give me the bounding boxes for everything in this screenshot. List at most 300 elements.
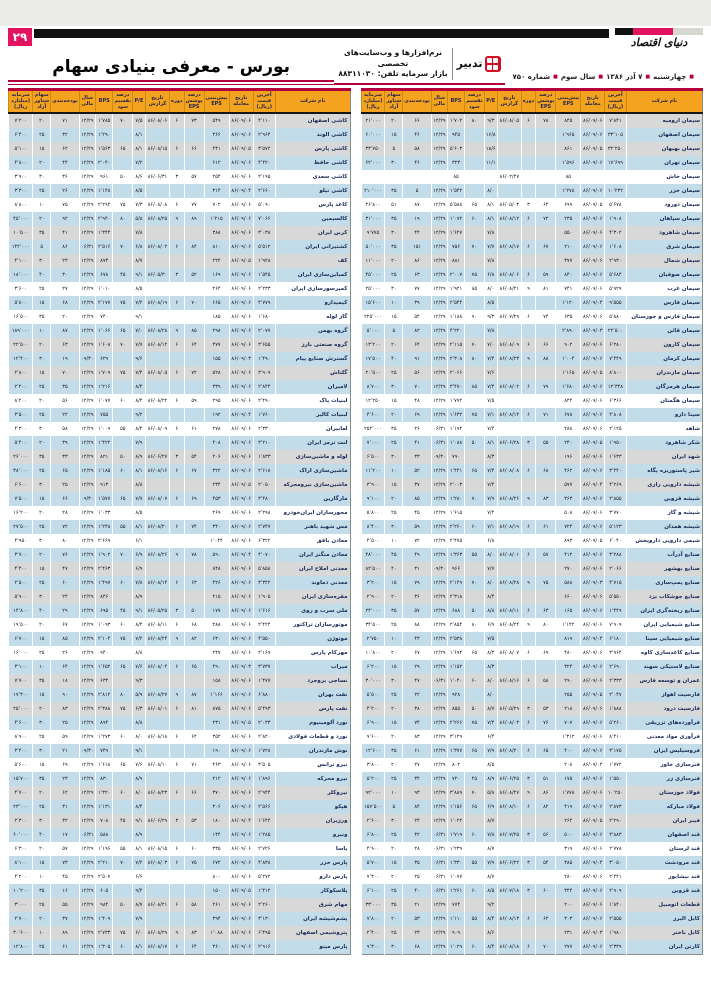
value-cell: ۷/۸ [133, 576, 146, 590]
value-cell: ۳۱٬۰۰۰ [361, 212, 385, 226]
value-cell: ۸۶/۰۸/۰۶ [145, 113, 169, 128]
value-cell: ۶۰ [113, 464, 133, 478]
value-cell: ۸۶/۰۸/۱۵ [145, 142, 169, 156]
value-cell [170, 436, 185, 450]
value-cell [145, 534, 169, 548]
value-cell: ۷۵ [536, 576, 556, 590]
table-row [9, 184, 351, 198]
value-cell: ۶۶۰ [556, 590, 581, 604]
value-cell [145, 884, 169, 898]
value-cell [184, 254, 204, 268]
value-cell: ۹/۱ [133, 604, 146, 618]
value-cell: ۲٬۲۹۴ [95, 198, 113, 212]
value-cell: ۱۲/۲۹ [79, 380, 95, 394]
value-cell [465, 128, 485, 142]
value-cell: ۱۲/۲۹ [431, 492, 447, 506]
value-cell: ۴٬۶۰۰ [9, 716, 33, 730]
value-cell: ۱۲/۲۹ [79, 604, 95, 618]
value-cell: ۵٬۹۲۹ [605, 282, 627, 296]
table-row [9, 786, 351, 800]
value-cell: ۱٬۹۰۲ [95, 548, 113, 562]
advert-brand-name: تدبیر [456, 57, 483, 71]
value-cell [465, 506, 485, 520]
value-cell: ۶ [521, 520, 536, 534]
value-cell: ۴۰ [33, 604, 51, 618]
table-row [361, 604, 703, 618]
value-cell: ۱٬۴۴۱ [447, 464, 464, 478]
value-cell: ۳۵ [385, 604, 403, 618]
value-cell: ۶۱ [536, 520, 556, 534]
value-cell: ۸۹ [184, 212, 204, 226]
value-cell: ۲۰ [385, 702, 403, 716]
value-cell: ۹/۲ [484, 898, 497, 912]
value-cell: ۱۶٬۵۰۰ [9, 310, 33, 324]
value-cell: ۲٬۱۲۵ [605, 422, 627, 436]
value-cell [113, 646, 133, 660]
value-cell: ۸۶/۰۸/۱۱ [145, 618, 169, 632]
value-cell [497, 184, 521, 198]
value-cell: ۱٬۰۳۳ [95, 506, 113, 520]
value-cell: ۴۰۸ [204, 436, 229, 450]
value-cell: ۳۸۵ [556, 856, 581, 870]
value-cell: ۷/۲ [133, 632, 146, 646]
value-cell: ۲۲۲ [204, 254, 229, 268]
value-cell: ۶ [521, 240, 536, 254]
value-cell: ۱٬۰۴۰ [447, 674, 464, 688]
column-header: درصد پوشش EPS [184, 89, 204, 113]
value-cell: ۱۲/۲۹ [79, 128, 95, 142]
value-cell [521, 842, 536, 856]
value-cell: ۶۶ [184, 786, 204, 800]
value-cell: ۳٬۴۷۰ [447, 380, 464, 394]
table-row [9, 534, 351, 548]
value-cell: ۲٬۳۳۹ [605, 940, 627, 955]
table-row [361, 926, 703, 940]
value-cell: ۸۶/۰۹/۰۶ [581, 394, 605, 408]
value-cell: ۱۲/۲۹ [79, 884, 95, 898]
value-cell [465, 156, 485, 170]
value-cell: ۱٬۰۸۸ [447, 436, 464, 450]
company-name-cell: معادن منگنز ایران [275, 548, 350, 562]
value-cell: ۷٬۷۰۰ [9, 674, 33, 688]
masthead-pink-segment [633, 28, 673, 35]
value-cell: ۳۰ [385, 282, 403, 296]
value-cell: ۸۶/۰۹/۰۶ [229, 492, 253, 506]
value-cell [184, 128, 204, 142]
table-row [9, 394, 351, 408]
value-cell: ۸۶/۰۸/۰۴ [145, 660, 169, 674]
value-cell: ۲۰ [33, 786, 51, 800]
company-name-cell: شیشه همدان [626, 520, 702, 534]
value-cell: ۸۶/۰۹/۰۶ [229, 576, 253, 590]
value-cell: ۲٬۸۱۲ [95, 688, 113, 702]
value-cell: ۸/۳ [484, 660, 497, 674]
value-cell: ۱۹۶ [556, 450, 581, 464]
value-cell: ۱٬۸۸۸ [605, 702, 627, 716]
value-cell: ۸۶/۰۹/۰۶ [229, 380, 253, 394]
value-cell: ۱٬۴۱۲ [253, 884, 275, 898]
value-cell: ۴۵٬۰۰۰ [361, 268, 385, 282]
value-cell: ۷۹ [536, 380, 556, 394]
value-cell: ۷/۶ [133, 660, 146, 674]
value-cell: ۶۵ [536, 744, 556, 758]
company-name-cell: پارس مینو [275, 940, 350, 955]
value-cell: ۱٬۱۸۸ [447, 310, 464, 324]
value-cell: ۸۷ [184, 688, 204, 702]
table-row [9, 478, 351, 492]
value-cell [184, 534, 204, 548]
company-name-cell: کیمیدارو [275, 296, 350, 310]
value-cell: ۴۶۲ [556, 464, 581, 478]
value-cell: ۲٬۶۱۸ [253, 464, 275, 478]
value-cell: ۱۲/۲۹ [431, 408, 447, 422]
company-name-cell: کمپرسورسازی ایران [275, 282, 350, 296]
value-cell: ۱۰٬۲۵۰ [605, 786, 627, 800]
value-cell: ۶۸ [184, 618, 204, 632]
value-cell: ۸/۴ [133, 800, 146, 814]
table-row [9, 506, 351, 520]
company-name-cell: محورسازان ایران‌خودرو [275, 506, 350, 520]
value-cell: ۸۶/۰۹/۰۶ [229, 128, 253, 142]
value-cell: ۳ [521, 856, 536, 870]
value-cell: ۸۰ [536, 618, 556, 632]
value-cell: ۱٬۷۷۸ [556, 786, 581, 800]
table-row [361, 660, 703, 674]
value-cell: ۸۶/۰۹/۰۶ [229, 702, 253, 716]
value-cell: ۱۰ [385, 534, 403, 548]
value-cell: ۸/۴ [484, 912, 497, 926]
value-cell: ۶۵ [113, 758, 133, 772]
value-cell: ۷۵ [113, 296, 133, 310]
value-cell: ۶ [170, 520, 185, 534]
company-name-cell: پارس دارو [275, 870, 350, 884]
value-cell: ۸۳ [403, 730, 432, 744]
value-cell: ۱٬۵۷۷ [95, 492, 113, 506]
value-cell: ۷۲۴ [556, 520, 581, 534]
value-cell [184, 884, 204, 898]
company-name-cell: عمران و توسعه فارس [626, 674, 702, 688]
value-cell: ۹/۱ [133, 744, 146, 758]
value-cell: ۲۵ [385, 618, 403, 632]
value-cell: ۴٬۷۰۰ [9, 786, 33, 800]
value-cell: ۸۶ [51, 240, 80, 254]
value-cell: ۱٬۲۱۶ [95, 380, 113, 394]
value-cell: ۵/۸ [484, 786, 497, 800]
value-cell: ۸۶/۰۹/۰۶ [229, 520, 253, 534]
value-cell: ۲٬۷۷۸ [605, 842, 627, 856]
value-cell: ۸۶/۰۶/۲۷ [145, 450, 169, 464]
value-cell: ۲٬۹۰۹ [605, 884, 627, 898]
value-cell: ۸۶/۰۹/۰۶ [229, 744, 253, 758]
table-row [361, 450, 703, 464]
company-name-cell: سیمان اصفهان [626, 128, 702, 142]
value-cell: ۸۶/۰۸/۱۵ [145, 842, 169, 856]
company-name-cell: سیمان بهبهان [626, 142, 702, 156]
value-cell: ۳۵ [385, 184, 403, 198]
value-cell: ۸۳ [51, 702, 80, 716]
value-cell: ۸۴۵ [556, 113, 581, 128]
value-cell: ۲٬۳۳۳ [605, 674, 627, 688]
value-cell: ۶۷۸ [556, 408, 581, 422]
value-cell: ۲۷۰ [556, 562, 581, 576]
table-row [361, 212, 703, 226]
column-header: سال مالی [79, 89, 95, 113]
company-name-cell: کارتن ایران [626, 940, 702, 955]
value-cell: ۱۵ [385, 660, 403, 674]
value-cell: ۲۹ [51, 604, 80, 618]
value-cell: ۱٬۳۲۰ [95, 786, 113, 800]
value-cell [113, 534, 133, 548]
value-cell: ۱٬۹۲۸ [253, 254, 275, 268]
value-cell: ۸/۰ [133, 786, 146, 800]
value-cell: ۱۵ [33, 296, 51, 310]
value-cell [184, 716, 204, 730]
value-cell: ۵٬۸۸۰ [605, 310, 627, 324]
value-cell: ۸۶/۰۸/۰۱ [145, 702, 169, 716]
value-cell: ۴۰ [385, 562, 403, 576]
value-cell: ۷/۸ [484, 828, 497, 842]
column-header: سرمایه (میلیارد ریال) [361, 89, 385, 113]
value-cell: ۷/۴ [484, 478, 497, 492]
value-cell: ۵۷ [184, 170, 204, 184]
value-cell: ۱٬۷۰۹ [95, 366, 113, 380]
value-cell: ۶۵ [51, 464, 80, 478]
value-cell: ۷/۹ [484, 856, 497, 870]
value-cell: ۱۶۵ [556, 604, 581, 618]
value-cell [536, 688, 556, 702]
value-cell: ۷/۴ [484, 380, 497, 394]
table-row [361, 240, 703, 254]
table-row [9, 324, 351, 338]
value-cell: ۱۷٬۶۹۹ [605, 156, 627, 170]
value-cell: ۴۳ [403, 632, 432, 646]
value-cell: ۸/۹ [133, 450, 146, 464]
value-cell: ۸۵ [403, 492, 432, 506]
value-cell: ۷۰ [113, 113, 133, 128]
value-cell: ۸۷ [51, 324, 80, 338]
value-cell: ۸۶/۰۹/۰۶ [229, 912, 253, 926]
value-cell: ۵۹ [184, 394, 204, 408]
table-row [361, 324, 703, 338]
value-cell: ۳۰ [51, 268, 80, 282]
value-cell: ۸۶/۰۸/۰۳ [145, 856, 169, 870]
value-cell: ۸۵ [51, 632, 80, 646]
company-name-cell: کاشی پارس [275, 142, 350, 156]
value-cell: ۱٬۸۹۶ [253, 772, 275, 786]
value-cell: ۸۶/۰۸/۲۴ [145, 632, 169, 646]
value-cell: ۶۴ [184, 338, 204, 352]
value-cell: ۱۵۷٬۵۰۰ [361, 800, 385, 814]
company-name-cell: کاغذ پارس [275, 198, 350, 212]
value-cell: ۸۶/۰۹/۰۶ [581, 240, 605, 254]
value-cell: ۹ [170, 632, 185, 646]
table-row [9, 366, 351, 380]
value-cell: ۲۰ [385, 842, 403, 856]
value-cell [536, 898, 556, 912]
value-cell: ۶۵ [465, 744, 485, 758]
value-cell [170, 590, 185, 604]
value-cell: ۲۰ [385, 254, 403, 268]
value-cell [465, 142, 485, 156]
value-cell: ۲۵ [33, 898, 51, 912]
value-cell: ۱۵ [33, 632, 51, 646]
value-cell: ۸۶/۰۹/۰۶ [229, 870, 253, 884]
table-row [9, 268, 351, 282]
value-cell: ۲۵ [385, 366, 403, 380]
value-cell: ۵۱ [536, 772, 556, 786]
table-row [9, 310, 351, 324]
value-cell [521, 926, 536, 940]
value-cell: ۸۶/۰۹/۰۶ [229, 646, 253, 660]
value-cell: ۷۴ [403, 716, 432, 730]
value-cell: ۸۶/۰۹/۰۴ [581, 478, 605, 492]
value-cell: ۱۵٬۶۰۰ [361, 296, 385, 310]
value-cell: ۱۲/۲۹ [79, 113, 95, 128]
value-cell: ۱۲/۲۹ [79, 562, 95, 576]
table-row [9, 898, 351, 912]
company-name-cell: پلاسکوکار [275, 884, 350, 898]
value-cell: ۸۰۰ [204, 870, 229, 884]
value-cell: ۲۰ [385, 408, 403, 422]
value-cell: ۳ [521, 198, 536, 212]
value-cell: ۳٬۴۸۰ [253, 492, 275, 506]
company-name-cell: فولاد مبارکه [626, 800, 702, 814]
value-cell: ۵۴ [403, 310, 432, 324]
value-cell: ۱۸ [51, 674, 80, 688]
value-cell: ۸/۱ [133, 842, 146, 856]
company-name-cell: شیشه قزوین [626, 492, 702, 506]
value-cell: ۳۵ [33, 674, 51, 688]
value-cell: ۸۶/۰۹/۰۶ [581, 450, 605, 464]
value-cell [170, 506, 185, 520]
value-cell: ۳٬۰۰۰ [9, 898, 33, 912]
stock-table-left [8, 88, 351, 956]
value-cell [113, 716, 133, 730]
value-cell: ۸/۵ [484, 884, 497, 898]
value-cell: ۷۵ [184, 856, 204, 870]
value-cell [113, 772, 133, 786]
value-cell: ۷٬۵۰۰ [9, 492, 33, 506]
value-cell: ۱٬۱۶۵ [556, 366, 581, 380]
value-cell: ۲٬۷۲۶ [253, 842, 275, 856]
value-cell [170, 716, 185, 730]
value-cell: ۸۶/۰۹/۰۶ [229, 730, 253, 744]
value-cell: ۸٬۴۱۰ [605, 730, 627, 744]
value-cell: ۱۲/۲۹ [79, 478, 95, 492]
value-cell: ۱٬۰۷۲ [447, 212, 464, 226]
value-cell: ۷٬۰۶۶ [253, 212, 275, 226]
value-cell: ۸۶/۰۸/۲۲ [145, 394, 169, 408]
company-name-cell: شاهد [626, 422, 702, 436]
value-cell: ۷۰ [184, 296, 204, 310]
value-cell: ۱۵ [33, 758, 51, 772]
value-cell [113, 590, 133, 604]
value-cell: ۱٬۰۲۹ [447, 940, 464, 955]
stock-tables [0, 88, 711, 956]
value-cell: ۲۵۵ [556, 688, 581, 702]
value-cell: ۱۶۹ [204, 268, 229, 282]
company-name-cell: کف [275, 254, 350, 268]
value-cell: ۲۹۵ [204, 394, 229, 408]
value-cell: ۳۳ [51, 450, 80, 464]
value-cell [536, 730, 556, 744]
company-name-cell: سیمان قائن [626, 324, 702, 338]
value-cell: ۱٬۶۲۷ [447, 226, 464, 240]
table-row [9, 660, 351, 674]
table-row [9, 688, 351, 702]
value-cell: ۸۶/۰۸/۰۳ [497, 716, 521, 730]
value-cell: ۸/۱ [133, 520, 146, 534]
value-cell: ۶۲ [184, 730, 204, 744]
value-cell: ۲٬۹۴۴ [253, 786, 275, 800]
value-cell: ۸۶/۰۹/۰۶ [581, 660, 605, 674]
company-name-cell: قند قزوین [626, 884, 702, 898]
table-row [9, 618, 351, 632]
value-cell: ۸۶/۰۸/۲۹ [145, 926, 169, 940]
value-cell: ۴۷ [403, 674, 432, 688]
value-cell: ۵٬۲۶۰ [605, 716, 627, 730]
value-cell: ۸۶/۰۹/۰۴ [581, 758, 605, 772]
value-cell: ۴۱ [403, 436, 432, 450]
value-cell: ۱۲/۲۹ [431, 352, 447, 366]
advert-box [334, 48, 504, 85]
masthead-gray-segment [673, 28, 703, 35]
value-cell [184, 352, 204, 366]
value-cell [484, 170, 497, 184]
value-cell: ۷۴۰ [95, 310, 113, 324]
value-cell: ۱۷۷ [204, 604, 229, 618]
value-cell: ۵۰ [465, 436, 485, 450]
masthead-block [615, 28, 703, 49]
value-cell: ۸۶/۰۹/۰۴ [581, 632, 605, 646]
company-name-cell: قند نیشابور [626, 870, 702, 884]
value-cell [521, 142, 536, 156]
value-cell [465, 478, 485, 492]
value-cell: ۰۹/۳۰ [431, 562, 447, 576]
value-cell: ۹ [521, 576, 536, 590]
value-cell: ۳۵ [33, 772, 51, 786]
value-cell [170, 562, 185, 576]
value-cell: ۸۵ [465, 282, 485, 296]
value-cell: ۸۳۰ [95, 772, 113, 786]
column-header: سهام شناور آزاد [33, 89, 51, 113]
value-cell: ۴۰ [33, 828, 51, 842]
value-cell: ۴۰ [385, 352, 403, 366]
value-cell: ۲۵ [51, 716, 80, 730]
value-cell: ۲۱۲ [204, 772, 229, 786]
value-cell: ۳٬۱۰۰ [9, 660, 33, 674]
value-cell: ۷۴۹ [95, 744, 113, 758]
value-cell: ۱۲/۲۹ [79, 800, 95, 814]
value-cell: ۰۹/۳۰ [79, 352, 95, 366]
table-header [361, 89, 703, 113]
value-cell: ۸/۷ [484, 842, 497, 856]
value-cell: ۵٬۰۰۰ [361, 324, 385, 338]
value-cell: ۲٬۱۰۴ [95, 632, 113, 646]
value-cell: ۹۲٬۰۰۰ [361, 786, 385, 800]
value-cell: ۱۲/۲۹ [79, 254, 95, 268]
value-cell [521, 324, 536, 338]
value-cell: ۲٬۴۰۰ [361, 926, 385, 940]
value-cell: ۳۸٬۰۰۰ [9, 464, 33, 478]
value-cell [145, 506, 169, 520]
value-cell: ۸/۵ [133, 282, 146, 296]
value-cell: ۳۰٬۰۰۰ [361, 674, 385, 688]
value-cell: ۸۲ [403, 324, 432, 338]
value-cell: ۷۰ [113, 856, 133, 870]
table-row [9, 548, 351, 562]
table-row [9, 142, 351, 156]
